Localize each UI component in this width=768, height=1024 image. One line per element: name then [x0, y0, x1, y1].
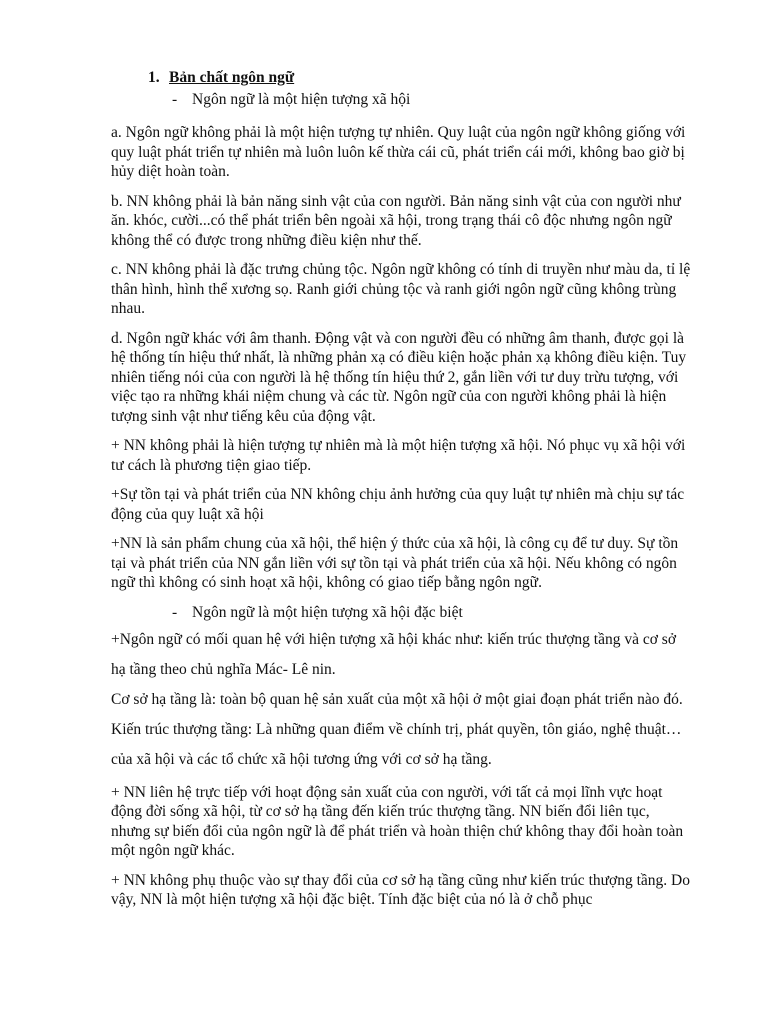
subheading-special-phenomenon [172, 603, 691, 623]
dash-bullet: - [172, 603, 178, 621]
paragraph-d: d. Ngôn ngữ khác với âm thanh. Động vật và con người đều có những âm thanh, được gọi là hệ thống tín hiệu thứ nhất, là những phản xạ có điều kiện hoặc phản xạ không điều kiện. Tuy nhiên tiếng nói của con người là hệ thống tín hiệu thứ 2, gắn liền với tư duy trừu tượng, với việc tạo ra những khái niệm chung và các từ. Ngôn ngữ của con người không phải là hiện tượng sinh vật như tiếng kêu của động vật. [111, 329, 687, 425]
section-heading [148, 68, 691, 88]
paragraph-plus-1: + NN không phải là hiện tượng tự nhiên mà là một hiện tượng xã hội. Nó phục vụ xã hội với tư cách là phương tiện giao tiếp. [111, 437, 686, 474]
paragraph-plus-2: +Sự tồn tại và phát triển của NN không chịu ảnh hưởng của quy luật tự nhiên mà chịu sự tác động của quy luật xã hội [111, 486, 685, 523]
paragraph-plus-4: + NN liên hệ trực tiếp với hoạt động sản xuất của con người, với tất cả mọi lĩnh vực hoạt động đời sống xã hội, từ cơ sở hạ tầng đến kiến trúc thượng tầng. NN biến đổi liên tục, nhưng sự biến đổi của ngôn ngữ là để phát triển và hoàn thiện chứ không thay đổi hoàn toàn một ngôn ngữ khác. [111, 783, 684, 859]
document-page [111, 68, 691, 910]
subheading-text: Ngôn ngữ là một hiện tượng xã hội [192, 91, 411, 108]
paragraph-a: a. Ngôn ngữ không phải là một hiện tượng tự nhiên. Quy luật của ngôn ngữ không giống với quy luật phát triển tự nhiên mà luôn luôn kế thừa cái cũ, phát triển cái mới, không bao giờ bị hủy diệt hoàn toàn. [111, 124, 686, 180]
paragraph-superstructure-relation: +Ngôn ngữ có mối quan hệ với hiện tượng xã hội khác như: kiến trúc thượng tầng và cơ sở hạ tầng theo chủ nghĩa Mác- Lê nin. [111, 630, 677, 678]
subheading-social-phenomenon [172, 90, 691, 110]
section-title: Bản chất ngôn ngữ [169, 69, 295, 86]
dash-bullet: - [172, 91, 178, 108]
paragraph-plus-3: +NN là sản phẩm chung của xã hội, thể hiện ý thức của xã hội, là công cụ để tư duy. Sự tồn tại và phát triển của NN gắn liền với sự tồn tại và phát triển của xã hội. Nếu không có ngôn ngữ thì không có sinh hoạt xã hội, không có giao tiếp bằng ngôn ngữ. [111, 535, 679, 591]
paragraph-plus-5: + NN không phụ thuộc vào sự thay đổi của cơ sở hạ tầng cũng như kiến trúc thượng tầng. Do vậy, NN là một hiện tượng xã hội đặc biệt. Tính đặc biệt của nó là ở chỗ phục [111, 871, 690, 908]
section-number: 1. [148, 69, 160, 86]
subheading-text: Ngôn ngữ là một hiện tượng xã hội đặc biệt [192, 603, 463, 621]
paragraph-b: b. NN không phải là bản năng sinh vật của con người. Bản năng sinh vật của con người như ăn. khóc, cười...có thể phát triển bên ngoài xã hội, trong trạng thái cô độc nhưng ngôn ngữ không thể có được trong những điều kiện như thế. [111, 192, 681, 249]
paragraph-superstructure-definition: Kiến trúc thượng tầng: Là những quan điểm về chính trị, phát quyền, tôn giáo, nghệ thuật…của xã hội và các tổ chức xã hội tương ứng với cơ sở hạ tầng. [111, 720, 682, 768]
paragraph-infrastructure-definition: Cơ sở hạ tầng là: toàn bộ quan hệ sản xuất của một xã hội ở một giai đoạn phát triển nào đó. [111, 690, 683, 708]
paragraph-c: c. NN không phải là đặc trưng chủng tộc. Ngôn ngữ không có tính di truyền như màu da, tỉ lệ thân hình, hình thể xương sọ. Ranh giới chủng tộc và ranh giới ngôn ngữ cũng không trùng nhau. [111, 261, 691, 317]
